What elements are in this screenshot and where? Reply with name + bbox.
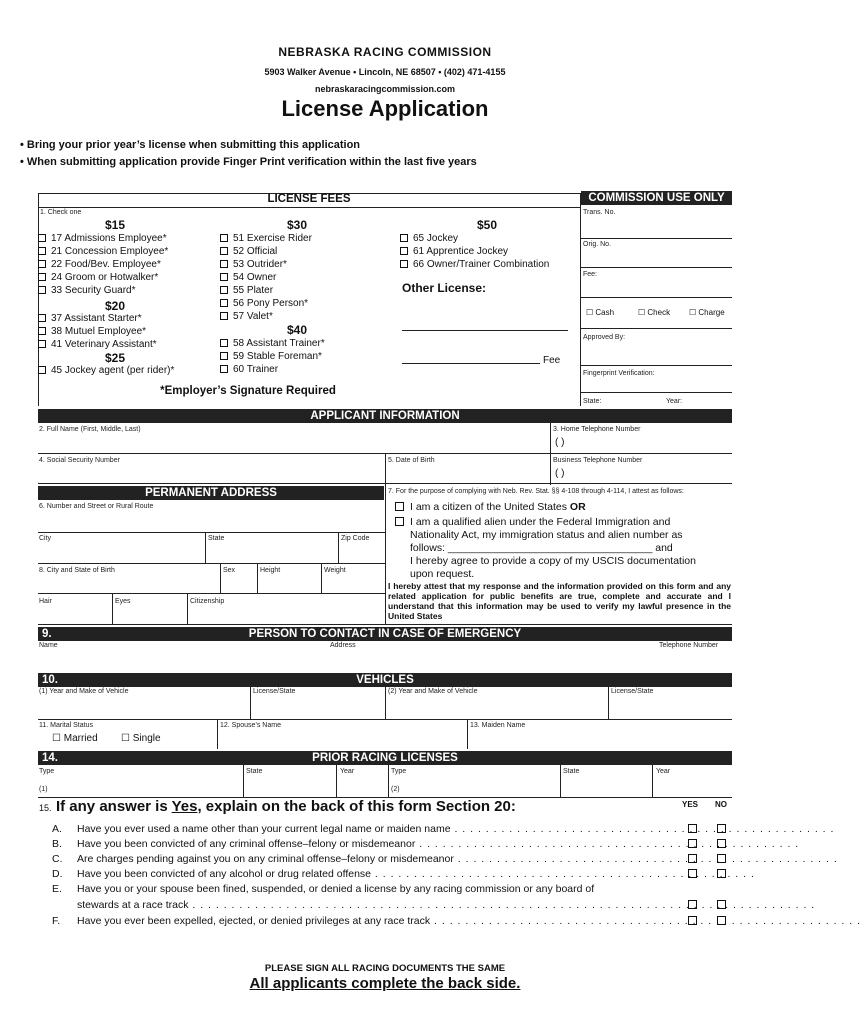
fee-list-50 <box>400 232 549 271</box>
checkbox-icon[interactable] <box>220 247 228 255</box>
fee-option[interactable]: 65 Jockey <box>400 232 549 245</box>
question-e: Have you or your spouse been fined, suspended, or denied a license by any racing commission or any board of <box>77 883 595 895</box>
prior-state-1-label: State <box>246 768 263 775</box>
home-phone-field[interactable]: ( ) <box>555 437 565 448</box>
weight-label: Weight <box>324 567 346 574</box>
eyes-label: Eyes <box>115 598 131 605</box>
alien-line-4: I hereby agree to provide a copy of my USCIS documentation <box>410 555 696 567</box>
fee-option[interactable]: 24 Groom or Hotwalker* <box>38 271 168 284</box>
checkbox-icon[interactable] <box>38 247 46 255</box>
commission-address: 5903 Walker Avenue • Lincoln, NE 68507 • (402) 471-4155 <box>264 67 506 77</box>
vehicle-1-label: (1) Year and Make of Vehicle <box>39 688 129 695</box>
license-fees-title: LICENSE FEES <box>267 193 351 205</box>
no-column-label: NO <box>715 800 727 809</box>
price-50: $50 <box>476 218 498 232</box>
price-15: $15 <box>104 218 126 232</box>
fee-option[interactable]: 57 Valet* <box>220 310 312 323</box>
birth-city-label: 8. City and State of Birth <box>39 567 115 574</box>
checkbox-icon[interactable] <box>220 273 228 281</box>
fee-option[interactable]: 22 Food/Bev. Employee* <box>38 258 168 271</box>
checkbox-icon[interactable] <box>400 260 408 268</box>
question-letter: F. <box>52 915 61 927</box>
instruction-2: • When submitting application provide Finger Print verification within the last five years <box>20 156 477 168</box>
question-letter: E. <box>52 883 62 895</box>
checkbox-icon[interactable]: ☐ <box>638 308 646 317</box>
fee-list-20 <box>38 312 157 351</box>
question-letter: B. <box>52 838 62 850</box>
married-option[interactable]: ☐ Married <box>52 733 98 744</box>
checkbox-icon[interactable] <box>220 352 228 360</box>
checkbox-icon[interactable] <box>38 340 46 348</box>
checkbox-icon[interactable] <box>38 314 46 322</box>
employer-signature-note: *Employer’s Signature Required <box>160 385 336 397</box>
ssn-label: 4. Social Security Number <box>39 457 120 464</box>
other-fee-line[interactable] <box>402 363 540 364</box>
sex-label: Sex <box>223 567 236 574</box>
prior-year-1-label: Year <box>340 768 355 775</box>
prior-row-1-label: (1) <box>39 786 48 793</box>
question-d: Have you been convicted of any alcohol or drug related offense . . . . . . . . . . . . . . . . . . . . . . . . . . . . . . . . . . . . . . . . . . . . . . . . . <box>77 868 755 880</box>
commission-use-title: COMMISSION USE ONLY <box>581 191 732 205</box>
hair-label: Hair <box>39 598 52 605</box>
checkbox-icon[interactable] <box>38 234 46 242</box>
prior-row-2-label: (2) <box>391 786 400 793</box>
other-license-line[interactable] <box>402 330 568 331</box>
dob-label: 5. Date of Birth <box>388 457 435 464</box>
home-phone-label: 3. Home Telephone Number <box>553 426 641 433</box>
alien-line-2: Nationality Act, my immigration status and alien number as <box>410 529 683 541</box>
vehicle-2-license-label: License/State <box>611 688 654 695</box>
yes-checkbox-e[interactable] <box>688 900 697 909</box>
vehicles-title: VEHICLES <box>356 674 414 686</box>
no-checkbox-c[interactable] <box>717 854 726 863</box>
instruction-1: • Bring your prior year’s license when submitting this application <box>20 139 361 151</box>
fee-option[interactable]: 61 Apprentice Jockey <box>400 245 549 258</box>
question-b: Have you been convicted of any criminal offense–felony or misdemeanor . . . . . . . . . . . . . . . . . . . . . . . . . . . . . . . . . . . . . . . . . . . . . . . . . <box>77 838 800 850</box>
citizen-option[interactable]: I am a citizen of the United States OR <box>395 501 586 514</box>
single-option[interactable]: ☐ Single <box>121 733 161 744</box>
fee-option[interactable]: 54 Owner <box>220 271 312 284</box>
yes-checkbox-d[interactable] <box>688 869 697 878</box>
applicant-info-title: APPLICANT INFORMATION <box>38 409 732 423</box>
emergency-phone-label: Telephone Number <box>659 642 719 649</box>
no-checkbox-a[interactable] <box>717 824 726 833</box>
yes-checkbox-f[interactable] <box>688 916 697 925</box>
page-title: License Application <box>281 96 489 121</box>
checkbox-icon[interactable] <box>400 247 408 255</box>
fingerprint-label: Fingerprint Verification: <box>583 370 655 377</box>
street-label: 6. Number and Street or Rural Route <box>39 503 154 510</box>
emergency-address-label: Address <box>330 642 356 649</box>
prior-year-2-label: Year <box>656 768 671 775</box>
prior-title: PRIOR RACING LICENSES <box>312 752 458 764</box>
checkbox-icon[interactable] <box>220 365 228 373</box>
price-40: $40 <box>286 323 308 337</box>
prior-type-1-label: Type <box>39 768 55 775</box>
fee-option[interactable]: 58 Assistant Trainer* <box>220 337 325 350</box>
yes-column-label: YES <box>682 800 699 809</box>
vehicles-number: 10. <box>42 674 58 686</box>
vehicle-1-license-label: License/State <box>253 688 296 695</box>
vehicle-2-label: (2) Year and Make of Vehicle <box>388 688 478 695</box>
fee-option[interactable]: 51 Exercise Rider <box>220 232 312 245</box>
business-phone-label: Business Telephone Number <box>553 457 643 464</box>
question-e-cont: stewards at a race track . . . . . . . . . . . . . . . . . . . . . . . . . . . . . . . . . . . . . . . . . . . . . . . . . . . . . . . . . . . . . . . . . . . . . . . . . . . . . . . . <box>77 899 816 911</box>
fee-option[interactable]: 59 Stable Foreman* <box>220 350 325 363</box>
full-name-label: 2. Full Name (First, Middle, Last) <box>39 426 141 433</box>
checkbox-icon[interactable] <box>220 260 228 268</box>
alien-line-5: upon request. <box>410 568 475 580</box>
payment-check[interactable]: ☐ Check <box>638 308 671 317</box>
no-checkbox-b[interactable] <box>717 839 726 848</box>
vehicles-bar <box>38 673 732 687</box>
approved-by-label: Approved By: <box>583 334 626 341</box>
zip-label: Zip Code <box>341 535 370 542</box>
yes-checkbox-c[interactable] <box>688 854 697 863</box>
fee-option[interactable]: 66 Owner/Trainer Combination <box>400 258 549 271</box>
fee-label: Fee <box>543 355 561 366</box>
fee-option[interactable]: 21 Concession Employee* <box>38 245 168 258</box>
fee-list-40 <box>220 337 325 376</box>
commission-name: NEBRASKA RACING COMMISSION <box>278 45 492 59</box>
prior-licenses-bar <box>38 751 732 765</box>
back-side-note: All applicants complete the back side. <box>249 975 521 992</box>
sign-note: PLEASE SIGN ALL RACING DOCUMENTS THE SAME <box>264 963 506 974</box>
fingerprint-year-label: Year: <box>666 398 683 405</box>
orig-no-label: Orig. No. <box>583 241 612 248</box>
price-25: $25 <box>104 351 126 365</box>
business-phone-field[interactable]: ( ) <box>555 468 565 479</box>
fee-list-25 <box>38 364 174 377</box>
alien-number-field[interactable]: follows: ___________________________________ and <box>410 542 673 554</box>
checkbox-icon[interactable] <box>220 339 228 347</box>
question-letter: C. <box>52 853 63 865</box>
checkbox-icon[interactable] <box>395 517 404 526</box>
fee-use-label: Fee: <box>583 271 598 278</box>
payment-charge[interactable]: ☐ Charge <box>689 308 725 317</box>
permanent-address-title: PERMANENT ADDRESS <box>38 486 384 500</box>
checkbox-icon[interactable] <box>220 286 228 294</box>
maiden-name-label: 13. Maiden Name <box>470 722 526 729</box>
fee-list-30 <box>220 232 312 323</box>
checkbox-icon[interactable] <box>395 502 404 511</box>
checkbox-icon[interactable] <box>38 327 46 335</box>
question-c: Are charges pending against you on any criminal offense–felony or misdemeanor . . . . . . . . . . . . . . . . . . . . . . . . . . . . . . . . . . . . . . . . . . . . . . . . . <box>77 853 838 865</box>
alien-option[interactable]: I am a qualified alien under the Federal Immigration and Nationality Act, my immigration status and alien number as follows: ___________________________________ and I hereby agree to provide a copy of my USCIS documentation upon request. <box>395 516 731 581</box>
question-a: Have you ever used a name other than your current legal name or maiden name . . . . . . . . . . . . . . . . . . . . . . . . . . . . . . . . . . . . . . . . . . . . . . . . . <box>77 823 835 835</box>
trans-no-label: Trans. No. <box>583 209 616 216</box>
state-label: State <box>208 535 225 542</box>
checkbox-icon[interactable] <box>400 234 408 242</box>
fee-option[interactable]: 41 Veterinary Assistant* <box>38 338 157 351</box>
fee-option[interactable]: 60 Trainer <box>220 363 325 376</box>
no-checkbox-e[interactable] <box>717 900 726 909</box>
price-30: $30 <box>286 218 308 232</box>
price-20: $20 <box>104 299 126 313</box>
yes-checkbox-b[interactable] <box>688 839 697 848</box>
no-checkbox-f[interactable] <box>717 916 726 925</box>
checkbox-icon[interactable] <box>38 260 46 268</box>
fee-option[interactable]: 52 Official <box>220 245 312 258</box>
checkbox-icon[interactable] <box>220 234 228 242</box>
checkbox-icon[interactable]: ☐ <box>689 308 697 317</box>
emergency-title: PERSON TO CONTACT IN CASE OF EMERGENCY <box>248 628 522 640</box>
spouse-name-label: 12. Spouse’s Name <box>220 722 281 729</box>
checkbox-icon[interactable]: ☐ <box>586 308 594 317</box>
city-label: City <box>39 535 52 542</box>
checkbox-icon[interactable] <box>220 312 228 320</box>
commission-website: nebraskaracingcommission.com <box>314 84 456 94</box>
prior-state-2-label: State <box>563 768 580 775</box>
checkbox-icon[interactable] <box>38 273 46 281</box>
fingerprint-state-label: State: <box>583 398 602 405</box>
question-letter: A. <box>52 823 62 835</box>
attestation-text: I hereby attest that my response and the information provided on this form and any related application for public benefits are true, complete and accurate and I understand that this information may be used to verify my lawful presence in the United States <box>388 581 731 621</box>
question-f: Have you ever been expelled, ejected, or denied privileges at any race track . . . . . . . . . . . . . . . . . . . . . . . . . . . . . . . . . . . . . . . . . . . . . . . . . . . . . . . <box>77 915 861 927</box>
emergency-name-label: Name <box>39 642 58 649</box>
fee-option[interactable]: 53 Outrider* <box>220 258 312 271</box>
fee-option[interactable]: 45 Jockey agent (per rider)* <box>38 364 174 377</box>
checkbox-icon[interactable] <box>220 299 228 307</box>
fee-list-15 <box>38 232 168 297</box>
citizenship-intro: 7. For the purpose of complying with Neb. Rev. Stat. §§ 4-108 through 4-114, I attest as follows: <box>388 488 684 495</box>
fee-option[interactable]: 17 Admissions Employee* <box>38 232 168 245</box>
checkbox-icon[interactable]: ☐ <box>121 733 130 744</box>
no-checkbox-d[interactable] <box>717 869 726 878</box>
fee-option[interactable]: 55 Plater <box>220 284 312 297</box>
emergency-number: 9. <box>42 628 52 640</box>
checkbox-icon[interactable]: ☐ <box>52 733 61 744</box>
fee-option[interactable]: 33 Security Guard* <box>38 284 168 297</box>
fee-option[interactable]: 56 Pony Person* <box>220 297 312 310</box>
payment-cash[interactable]: ☐ Cash <box>586 308 615 317</box>
fee-option[interactable]: 38 Mutuel Employee* <box>38 325 157 338</box>
marital-status-label: 11. Marital Status <box>39 722 93 729</box>
other-license-label: Other License: <box>402 281 487 295</box>
prior-number: 14. <box>42 752 58 764</box>
question-15-header: 15. If any answer is Yes, explain on the back of this form Section 20: <box>39 798 516 815</box>
emergency-bar <box>38 627 732 641</box>
fee-option[interactable]: 37 Assistant Starter* <box>38 312 157 325</box>
citizenship-label: Citizenship <box>190 598 225 605</box>
checkbox-icon[interactable] <box>38 286 46 294</box>
checkbox-icon[interactable] <box>38 366 46 374</box>
yes-checkbox-a[interactable] <box>688 824 697 833</box>
prior-type-2-label: Type <box>391 768 407 775</box>
question-letter: D. <box>52 868 63 880</box>
check-one-label: 1. Check one <box>40 209 82 216</box>
height-label: Height <box>260 567 281 574</box>
